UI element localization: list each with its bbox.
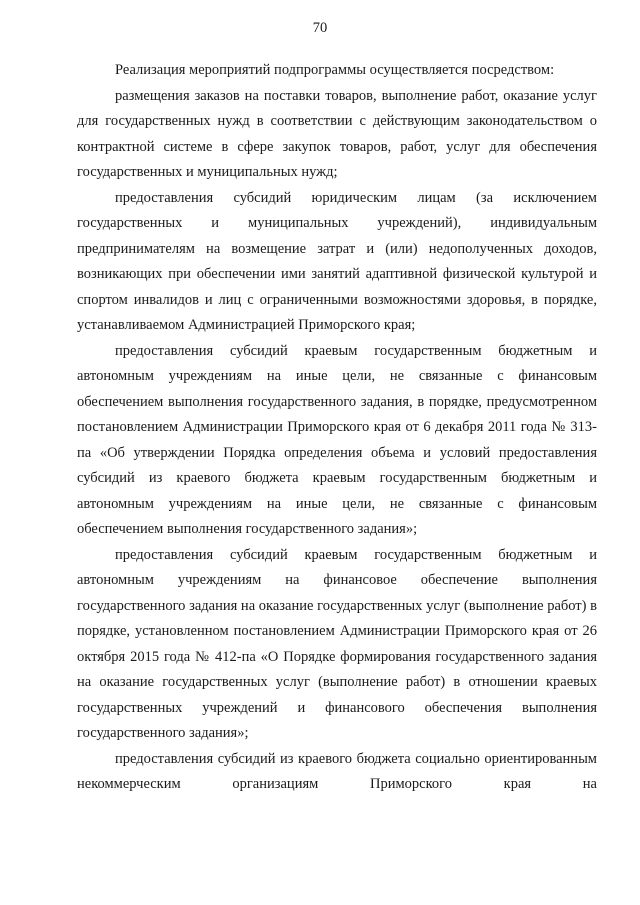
document-body bbox=[77, 58, 597, 798]
paragraph-procurement: размещения заказов на поставки товаров, выполнение работ, оказание услуг для государственных нужд в соответствии с действующим законодательством о контрактной системе в сфере закупок товаров, работ, услуг для обеспечения государственных и муниципальных нужд; bbox=[77, 87, 597, 180]
paragraph-subsidies-state-task: предоставления субсидий краевым государственным бюджетным и автономным учреждениям на финансовое обеспечение выполнения государственного задания на оказание государственных услуг (выполнение работ) в порядке, установленном постановлением Администрации Приморского края от 26 октября 2015 года № 412-па «О Порядке формирования государственного задания на оказание государственных услуг (выполнение работ) в отношении краевых государственных учреждений и финансового обеспечения выполнения государственного задания»; bbox=[77, 546, 597, 741]
paragraph-subsidies-other-purposes: предоставления субсидий краевым государственным бюджетным и автономным учреждениям на иные цели, не связанные с финансовым обеспечением выполнения государственного задания, в порядке, предусмотренном постановлением Администрации Приморского края от 6 декабря 2011 года № 313-па «Об утверждении Порядка определения объема и условий предоставления субсидий из краевого бюджета краевым государственным бюджетным и автономным учреждениям на иные цели, не связанные с финансовым обеспечением выполнения государственного задания»; bbox=[77, 342, 597, 537]
paragraph-subsidies-legal-entities: предоставления субсидий юридическим лицам (за исключением государственных и муниципальных учреждений), индивидуальным предпринимателям на возмещение затрат и (или) недополученных доходов, возникающих при обеспечении ими занятий адаптивной физической культурой и спортом инвалидов и лиц с ограниченными возможностями здоровья, в порядке, устанавливаемом Администрацией Приморского края; bbox=[77, 189, 597, 333]
page-number: 70 bbox=[312, 20, 328, 36]
paragraph-intro: Реализация мероприятий подпрограммы осуществляется посредством: bbox=[115, 62, 555, 78]
paragraph-subsidies-nonprofit: предоставления субсидий из краевого бюджета социально ориентированным некоммерческим организациям Приморского края на bbox=[77, 750, 597, 792]
